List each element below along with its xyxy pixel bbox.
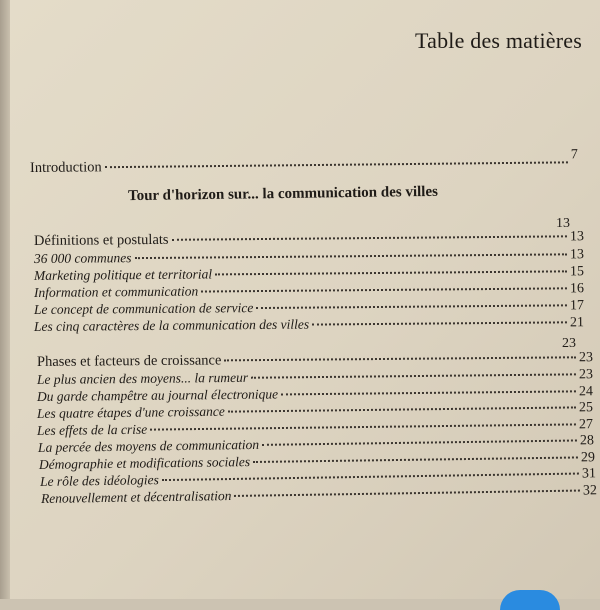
toc-entry-page: 13 (569, 229, 585, 245)
toc-entry-label: Information et communication (33, 283, 199, 300)
dot-leader (262, 439, 577, 445)
toc-entry-page: 16 (569, 281, 585, 297)
toc-entry-label: Les effets de la crise (36, 421, 148, 438)
toc-entry-page: 15 (569, 264, 585, 280)
dot-leader (256, 304, 567, 309)
toc-entry-page: 31 (581, 466, 597, 482)
toc-entry-page: 21 (569, 315, 585, 331)
toc-entry-page: 27 (578, 417, 594, 433)
toc-entry-page: 23 (578, 367, 594, 383)
toc-entry-label: Les quatre étapes d'une croissance (36, 403, 225, 421)
dot-leader (215, 270, 567, 275)
toc-entry-label: Renouvellement et décentralisation (40, 488, 232, 506)
toc-entry-label: Le plus ancien des moyens... la rumeur (36, 369, 249, 387)
dot-leader (134, 253, 567, 259)
toc-entry-page: 28 (579, 433, 595, 449)
toc-entry-page: 7 (570, 147, 578, 163)
toc-entry-page: 24 (578, 384, 594, 400)
toc-entry-label: Démographie et modifications sociales (38, 454, 251, 472)
page-title: Table des matières (415, 28, 582, 53)
toc-entry-page: 13 (569, 247, 585, 263)
toc-entry-label: Introduction (29, 159, 102, 176)
toc-entry-label: La percée des moyens de communication (37, 436, 260, 455)
dot-leader (234, 490, 580, 497)
toc-entry-page: 32 (582, 483, 598, 499)
dot-leader (312, 321, 567, 325)
toc-entry-label: Le rôle des idéologies (39, 472, 159, 489)
stray-page-number: 13 (556, 216, 570, 231)
dot-leader (150, 423, 576, 430)
toc-entry-label: Le concept de communication de service (33, 300, 254, 317)
dot-leader (228, 406, 576, 412)
dot-leader (281, 390, 576, 395)
toc-entry-label: 36 000 communes (33, 250, 132, 266)
stray-page-number: 23 (562, 336, 576, 351)
blue-object (500, 590, 560, 610)
dot-leader (251, 373, 576, 378)
toc-entry-label: Les cinq caractères de la communication des villes (33, 316, 310, 334)
section-heading: Tour d'horizon sur... la communication des villes (127, 183, 439, 205)
toc-entry-label: Définitions et postulats (33, 231, 169, 249)
toc-entry-page: 25 (578, 400, 594, 416)
toc-entry-label: Du garde champêtre au journal électronique (36, 386, 279, 404)
dot-leader (224, 356, 576, 361)
page-edge (0, 0, 10, 599)
dot-leader (201, 287, 567, 292)
dot-leader (172, 235, 567, 240)
dot-leader (253, 456, 578, 463)
dot-leader (105, 161, 568, 168)
toc-entry-page: 29 (580, 450, 596, 466)
toc-entry-page: 17 (569, 298, 585, 314)
dot-leader (162, 473, 579, 482)
toc-entry-page: 23 (578, 350, 594, 366)
toc-entry-label: Phases et facteurs de croissance (36, 352, 222, 370)
toc-entry-label: Marketing politique et territorial (33, 266, 213, 283)
